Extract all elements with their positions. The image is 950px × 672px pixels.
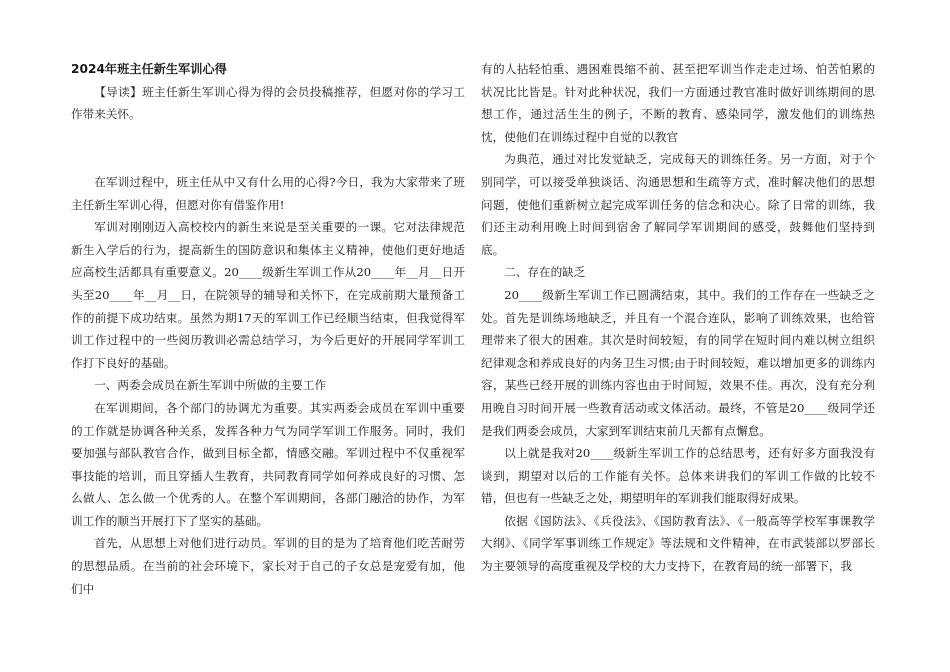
section-heading-2: 二、存在的缺乏 xyxy=(504,265,586,280)
body-paragraph: 在军训期间，各个部门的协调尤为重要。其实两委会成员在军训中重要的工作就是协调各种关系，发挥各种力气为同学军训工作服务。同时，我们要加强与部队教官合作，做到目标全都，情感交融。军训过程中不仅重视军事技能的培训，而且穿插人生教育，共同教育同学如何养成良好的习惯、怎么做人、怎么做一个优秀的人。在整个军训期间，各部门融洽的协作，为军训工作的顺当开展打下了坚实的基础。 xyxy=(71,400,465,528)
body-paragraph: 以上就是我对20____级新生军训工作的总结思考，还有好多方面我没有谈到，期望对以后的工作能有关怀。总体来讲我们的军训工作做的比较不错，但也有一些缺乏之处，期望明年的军训我们能取得好成果。 xyxy=(481,446,875,506)
left-column xyxy=(71,58,465,600)
body-paragraph: 为典范，通过对比发觉缺乏，完成每天的训练任务。另一方面，对于个别同学，可以接受单独谈话、沟通思想和生疏等方式，准时解决他们的思想问题，使他们重新树立起完成军训任务的信念和决心。除了日常的训练，我们还主动利用晚上时间到宿舍了解同学军训期间的感受，鼓舞他们坚持到底。 xyxy=(481,152,875,257)
body-paragraph: 首先，从思想上对他们进行动员。军训的目的是为了培育他们吃苦耐劳的思想品质。在当前的社会环境下，家长对于自己的子女总是宠爱有加，他们中 xyxy=(71,536,465,596)
right-column xyxy=(481,58,875,578)
continued-paragraph: 有的人拈轻怕重、遇困难畏缩不前、甚至把军训当作走走过场、怕苦怕累的状况比比皆是。针对此种状况，我们一方面通过教官准时做好训练期间的思想工作，通过活生生的例子，不断的教育、感染同学，激发他们的训练热忱，使他们在训练过程中自觉的以教官 xyxy=(481,62,875,144)
body-paragraph: 军训对刚刚迈入高校校内的新生来说是至关重要的一课。它对法律规范新生入学后的行为，提高新生的国防意识和集体主义精神，使他们更好地适应高校生活都具有重要意义。20____级新生军训工作从20____年__月__日开头至20____年__月__日，在院领导的辅导和关怀下，在完成前期大量预备工作的前提下成功结束。虽然为期17天的军训工作已经顺当结束，但我觉得军训工作过程中的一些阅历教训必需总结学习，为今后更好的开展同学军训工作打下良好的基础。 xyxy=(71,220,465,370)
blank-line xyxy=(71,148,465,171)
blank-line xyxy=(71,126,465,149)
document-title: 2024年班主任新生军训心得 xyxy=(71,62,227,76)
section-heading-1: 一、两委会成员在新生军训中所做的主要工作 xyxy=(94,378,327,393)
intro-paragraph: 在军训过程中，班主任从中又有什么用的心得?今日，我为大家带来了班主任新生军训心得，但愿对你有借鉴作用! xyxy=(71,174,465,212)
body-paragraph: 20____级新生军训工作已圆满结束，其中。我们的工作存在一些缺乏之处。首先是训练场地缺乏，并且有一个混合连队，影响了训练效果，也给管理带来了很大的困难。其次是时间较短，有的同学在短时间内难以树立组织纪律观念和养成良好的内务卫生习惯;由于时间较短，难以增加更多的训练内容，某些已经开展的训练内容也由于时间短，效果不佳。再次，没有充分利用晚自习时间开展一些教育活动或文体活动。最终，不管是20____级同学还是我们两委会成员，大家到军训结束前几天都有点懈怠。 xyxy=(481,287,875,438)
body-paragraph: 依据《国防法》、《兵役法》、《国防教育法》、《一般高等学校军事课教学大纲》、《同学军事训练工作规定》等法规和文件精神，在市武装部以罗部长为主要领导的高度重视及学校的大力支持下，在教育局的统一部署下，我 xyxy=(481,513,875,574)
guide-paragraph: 【导读】班主任新生军训心得为得的会员投稿推荐，但愿对你的学习工作带来关怀。 xyxy=(71,84,465,122)
